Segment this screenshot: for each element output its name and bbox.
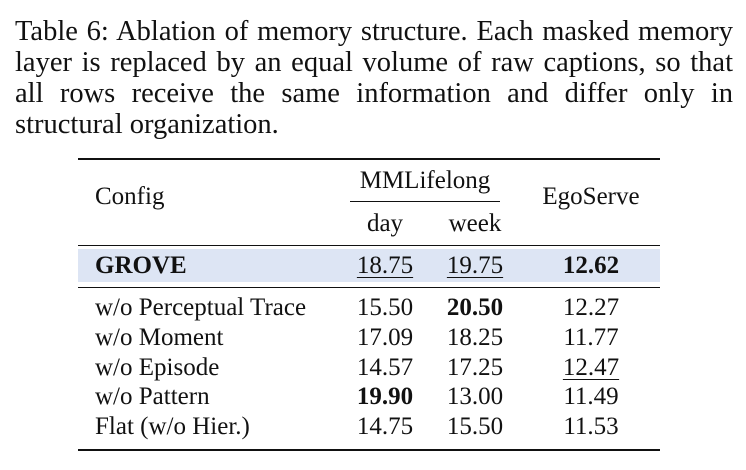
- row-config: w/o Pattern: [95, 383, 210, 410]
- header-egoserve: EgoServe: [542, 183, 640, 210]
- top-rule: [78, 158, 660, 160]
- row-week: 17.25: [446, 354, 504, 381]
- row-week: 15.50: [446, 413, 504, 440]
- row-week: 18.25: [446, 324, 504, 351]
- row-day: 17.09: [356, 324, 414, 351]
- header-group-rule: [350, 201, 500, 202]
- grove-egoserve: 12.62: [562, 252, 620, 279]
- row-egoserve: 12.27: [562, 294, 620, 321]
- header-rule: [78, 245, 660, 246]
- row-egoserve: 11.49: [563, 383, 619, 410]
- ablation-table: [78, 158, 660, 452]
- row-config: w/o Moment: [95, 324, 224, 351]
- bottom-rule: [78, 449, 660, 451]
- row-day: 14.75: [356, 413, 414, 440]
- caption-text: Ablation of memory structure. Each masked memory layer is replaced by an equal volume of raw captions, so that all rows receive the same information and differ only in structural organization.: [15, 16, 734, 140]
- row-config: w/o Episode: [95, 354, 220, 381]
- row-config: Flat (w/o Hier.): [95, 413, 250, 440]
- header-mmlifelong: MMLifelong: [359, 167, 491, 194]
- caption-label: Table 6:: [15, 16, 109, 47]
- row-config: w/o Perceptual Trace: [95, 294, 307, 321]
- header-week: week: [448, 210, 502, 237]
- row-egoserve: 11.53: [563, 413, 619, 440]
- row-day: 19.90: [356, 383, 414, 410]
- row-day: 14.57: [356, 354, 414, 381]
- grove-config: GROVE: [95, 252, 187, 279]
- row-week: 13.00: [446, 383, 504, 410]
- grove-week: 19.75: [446, 252, 504, 279]
- grove-day: 18.75: [356, 252, 414, 279]
- mid-rule: [78, 287, 660, 288]
- row-week: 20.50: [446, 294, 504, 321]
- row-egoserve: 11.77: [563, 324, 619, 351]
- row-day: 15.50: [356, 294, 414, 321]
- header-config: Config: [95, 183, 165, 210]
- row-egoserve: 12.47: [562, 354, 620, 381]
- header-day: day: [366, 210, 404, 237]
- table-caption: [15, 16, 733, 140]
